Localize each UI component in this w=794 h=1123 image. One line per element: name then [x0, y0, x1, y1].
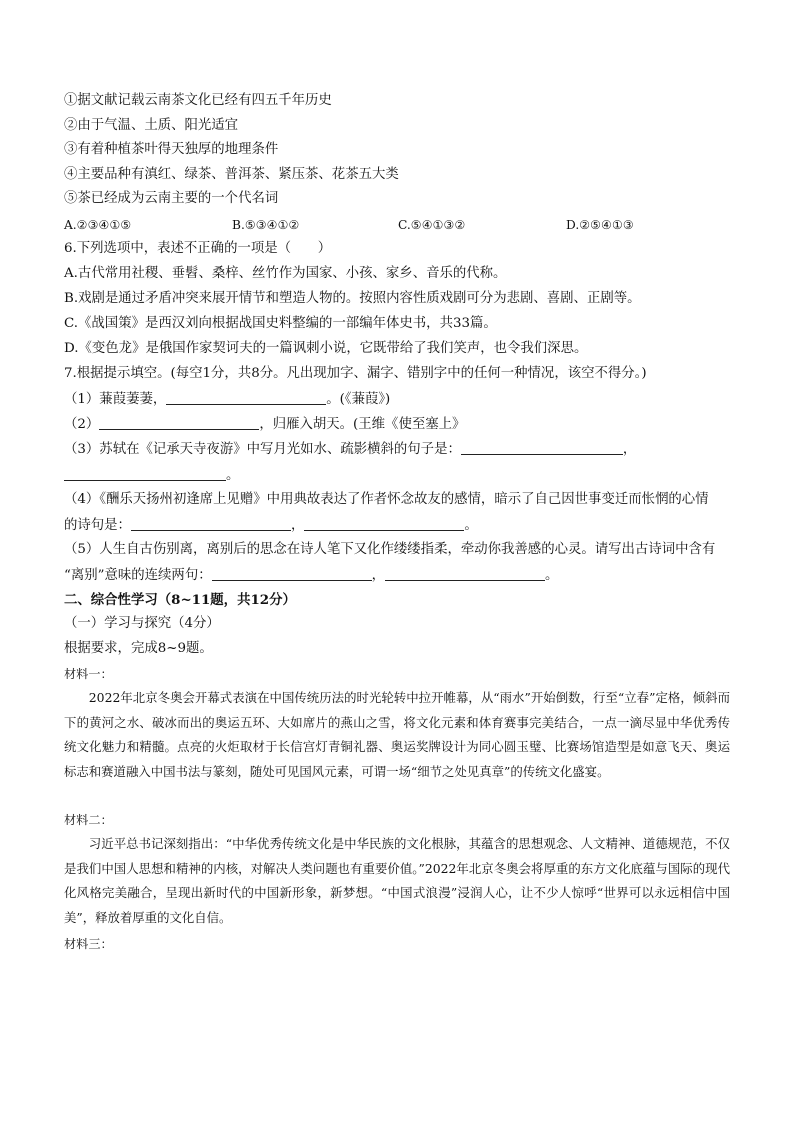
item-text: ， [371, 568, 385, 583]
sentence-2: ②由于气温、土质、阳光适宜 [64, 118, 239, 133]
material-1-label: 材料一： [64, 667, 113, 681]
answer-blank[interactable] [64, 466, 226, 481]
material-paragraph: 2022年北京冬奥会开幕式表演在中国传统历法的时光轮转中拉开帷幕，从“雨水”开始倒数，行至“立春”定格，倾斜而下的黄河之水、破冰而出的奥运五环、大如席片的燕山之雪，将文化元素和体育赛事完美结合，一点一滴尽显中华优秀传统文化魅力和精髓。点亮的火炬取材于长信宫灯青铜礼器、奥运奖牌设计为同心圆玉璧、比赛场馆造型是如意飞天、奥运标志和赛道融入中国书法与篆刻，随处可见国风元素，可谓一场“细节之处见真章”的传统文化盛宴。 [64, 690, 730, 779]
item-text: （3）苏轼在《记承天寺夜游》中写月光如水、疏影横斜的句子是： [64, 442, 461, 457]
material-2-label: 材料二： [64, 813, 113, 827]
item-text: 。(《蒹葭》) [326, 392, 391, 407]
item-text: 。 [545, 568, 559, 583]
sentence-5: ⑤茶已经成为云南主要的一个代名词 [64, 191, 279, 206]
item-text: （1）蒹葭萋萋， [64, 392, 167, 407]
answer-blank[interactable] [166, 390, 326, 405]
q7-item-2 [64, 415, 465, 434]
sentence-3: ③有着种植茶叶得天独厚的地理条件 [64, 142, 279, 157]
q7-item-4: （4）《酬乐天扬州初逢席上见赠》中用典故表达了作者怀念故友的感情，暗示了自己因世事变迁而怅惘的心情 [64, 492, 709, 507]
q6-option-c: C.《战国策》是西汉刘向根据战国史料整编的一部编年体史书，共33篇。 [64, 316, 497, 331]
item-text: （2） [64, 417, 100, 432]
option-c: C.⑤④①③② [398, 218, 466, 232]
item-text: ， [622, 442, 637, 457]
item-text: 。 [226, 468, 240, 483]
q7-item-1 [64, 390, 390, 409]
q6-option-b: B.戏剧是通过矛盾冲突来展开情节和塑造人物的。按照内容性质戏剧可分为悲剧、喜剧、正剧等。 [64, 291, 641, 306]
q7-item-5: （5）人生自古伤别离，离别后的思念在诗人笔下又化作缕缕指柔，牵动你我善感的心灵。请写出古诗词中含有 [64, 542, 716, 557]
q7-item-3-cont [64, 466, 239, 485]
item-text: ，归雁入胡天。(王维《使至塞上》 [259, 417, 466, 432]
q7-item-4-cont [64, 516, 478, 535]
instruction: 根据要求，完成8~9题。 [64, 641, 213, 656]
answer-blank[interactable] [461, 440, 623, 455]
sentence-1: ①据文献记载云南茶文化已经有四五千年历史 [64, 93, 332, 108]
option-a: A.②③④①⑤ [64, 218, 132, 232]
subsection-heading: （一）学习与探究（4分） [64, 616, 220, 631]
answer-blank[interactable] [99, 415, 259, 430]
option-b: B.⑤③④①② [232, 218, 300, 232]
item-text: “离别”意味的连续两句： [64, 568, 212, 583]
q6-option-a: A.古代常用社稷、垂髫、桑梓、丝竹作为国家、小孩、家乡、音乐的代称。 [64, 266, 507, 281]
item-text: 。 [464, 518, 478, 533]
answer-blank[interactable] [212, 566, 372, 581]
answer-blank[interactable] [385, 566, 545, 581]
q6-stem: 6.下列选项中，表述不正确的一项是（ ） [64, 241, 332, 256]
material-3-label: 材料三： [64, 937, 113, 951]
item-text: ， [290, 518, 305, 533]
answer-blank[interactable] [304, 516, 464, 531]
material-2-text [64, 832, 730, 930]
q7-stem: 7.根据提示填空。(每空1分，共8分。凡出现加字、漏字、错别字中的任何一种情况，该空不得分。) [64, 366, 647, 381]
sentence-4: ④主要品种有滇红、绿茶、普洱茶、紧压茶、花茶五大类 [64, 167, 399, 182]
answer-blank[interactable] [131, 516, 291, 531]
q6-option-d: D.《变色龙》是俄国作家契诃夫的一篇讽刺小说，它既带给了我们笑声，也令我们深思。 [64, 341, 588, 356]
q7-item-5-cont [64, 566, 558, 585]
q7-item-3 [64, 440, 636, 459]
section-heading: 二、综合性学习（8~11题，共12分） [64, 592, 296, 608]
material-paragraph: 习近平总书记深刻指出：“中华优秀传统文化是中华民族的文化根脉，其蕴含的思想观念、人文精神、道德规范，不仅是我们中国人思想和精神的内核，对解决人类问题也有重要价值。”2022年北京冬奥会将厚重的东方文化底蕴与国际的现代化风格完美融合，呈现出新时代的中国新形象，新梦想。“中国式浪漫”浸润人心，让不少人惊呼“世界可以永远相信中国美”，释放着厚重的文化自信。 [64, 836, 730, 925]
item-text: 的诗句是： [64, 518, 131, 533]
material-1-text [64, 686, 730, 784]
option-d: D.②⑤④①③ [566, 218, 634, 232]
